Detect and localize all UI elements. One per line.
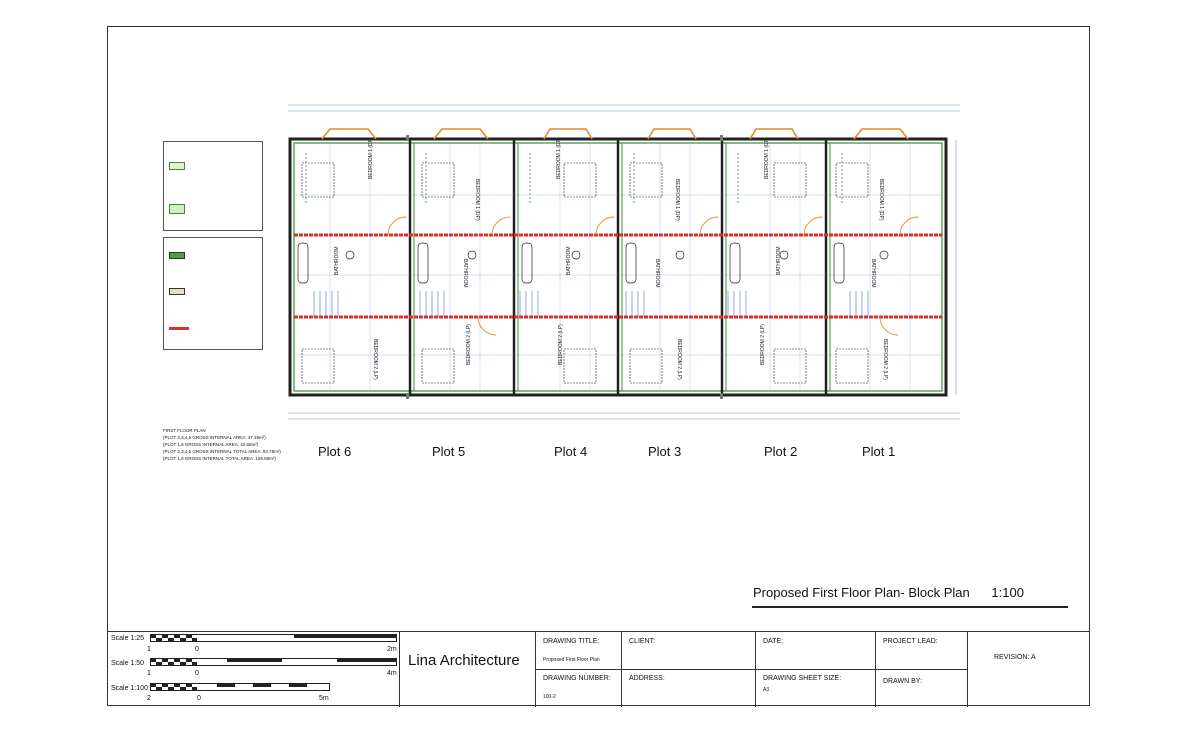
scale-50-left: 1 — [147, 670, 151, 677]
scale-50-mid: 0 — [195, 670, 199, 677]
company-name: Lina Architecture — [408, 652, 520, 669]
first-floor-heading: FIRST FLOOR PLAN — [163, 428, 206, 433]
sheet-size-value: A3 — [763, 687, 770, 693]
first-floor-line: (PLOT 2,3,4,5 GROSS INTERNAL TOTAL AREA: 94.78m²) — [163, 449, 281, 454]
scale-25-right: 2m — [387, 646, 397, 653]
scale-50-right: 4m — [387, 670, 397, 677]
scale-25-left: 1 — [147, 646, 151, 653]
svg-text:BEDROOM 2 (LP): BEDROOM 2 (LP) — [676, 339, 682, 380]
svg-text:BEDROOM 1 (DP): BEDROOM 1 (DP) — [556, 137, 562, 179]
scale-label-50: Scale 1:50 — [111, 660, 145, 667]
revision-cell — [967, 632, 1089, 707]
room-label: BEDROOM 1 (DP) — [368, 137, 374, 179]
drawn-by-label: DRAWN BY: — [883, 678, 923, 685]
scale-label-25: Scale 1:25 — [111, 635, 145, 642]
project-lead-label: PROJECT LEAD: — [883, 638, 938, 645]
svg-text:BEDROOM 2 (LP): BEDROOM 2 (LP) — [760, 324, 766, 365]
svg-text:BEDROOM 2 (LP): BEDROOM 2 (LP) — [882, 339, 888, 380]
first-floor-line: (PLOT 2,3,4,5 GROSS INTERNAL AREA: 47.19m²) — [163, 435, 266, 440]
svg-text:BEDROOM 2 (LP): BEDROOM 2 (LP) — [466, 324, 472, 365]
drawing-number-label: DRAWING NUMBER: — [543, 675, 611, 682]
revision: REVISION: A — [994, 654, 1036, 661]
svg-text:BEDROOM 2 (LP): BEDROOM 2 (LP) — [558, 324, 564, 365]
client-label: CLIENT: — [629, 638, 656, 645]
plot-label-3: Plot 3 — [648, 444, 682, 459]
first-floor-line: (PLOT 1,6 GROSS INTERNAL TOTAL AREA: 106.59m²) — [163, 456, 276, 461]
svg-text:BATHROOM: BATHROOM — [776, 246, 782, 275]
scale-100-left: 2 — [147, 695, 151, 702]
svg-text:BATHROOM: BATHROOM — [566, 246, 572, 275]
svg-text:BEDROOM 2 (LP): BEDROOM 2 (LP) — [372, 339, 378, 380]
legend-box-top — [163, 141, 263, 231]
scale-label-100: Scale 1:100 — [111, 685, 148, 692]
first-floor-notes — [163, 427, 281, 462]
svg-text:BEDROOM 1 (DP): BEDROOM 1 (DP) — [474, 179, 480, 221]
first-floor-line: (PLOT 1,6 GROSS INTERNAL AREA: 42.65m²) — [163, 442, 259, 447]
title-block — [107, 631, 1090, 706]
plot-label-1: Plot 1 — [862, 444, 896, 459]
scale-100-right: 5m — [319, 695, 329, 702]
svg-text:BATHROOM: BATHROOM — [870, 259, 876, 288]
svg-text:BATHROOM: BATHROOM — [654, 259, 660, 288]
svg-text:BEDROOM 1 (DP): BEDROOM 1 (DP) — [674, 179, 680, 221]
plot-label-4: Plot 4 — [554, 444, 588, 459]
svg-text:BEDROOM 1 (DP): BEDROOM 1 (DP) — [878, 179, 884, 221]
scale-25-mid: 0 — [195, 646, 199, 653]
address-label: ADDRESS: — [629, 675, 665, 682]
plan-title-rule — [752, 606, 1068, 608]
plot-label-5: Plot 5 — [432, 444, 466, 459]
plan-title-text: Proposed First Floor Plan- Block Plan — [753, 585, 970, 600]
company-cell — [399, 632, 535, 707]
date-label: DATE: — [763, 638, 784, 645]
svg-text:BATHROOM: BATHROOM — [462, 259, 468, 288]
plan-title — [753, 585, 1024, 600]
drawing-title-value: Proposed First Floor Plan — [543, 657, 600, 663]
legend-box-bottom — [163, 237, 263, 350]
drawing-number-value: 100-2 — [543, 694, 556, 700]
plot-label-6: Plot 6 — [318, 444, 352, 459]
plan-scale: 1:100 — [991, 585, 1024, 600]
scale-100-mid: 0 — [197, 695, 201, 702]
drawing-title-label: DRAWING TITLE: — [543, 638, 600, 645]
svg-text:BEDROOM 1 (DP): BEDROOM 1 (DP) — [764, 137, 770, 179]
plot-label-2: Plot 2 — [764, 444, 798, 459]
sheet-size-label: DRAWING SHEET SIZE: — [763, 675, 842, 682]
floor-plan-drawing — [280, 95, 970, 425]
svg-text:BATHROOM: BATHROOM — [334, 246, 340, 275]
